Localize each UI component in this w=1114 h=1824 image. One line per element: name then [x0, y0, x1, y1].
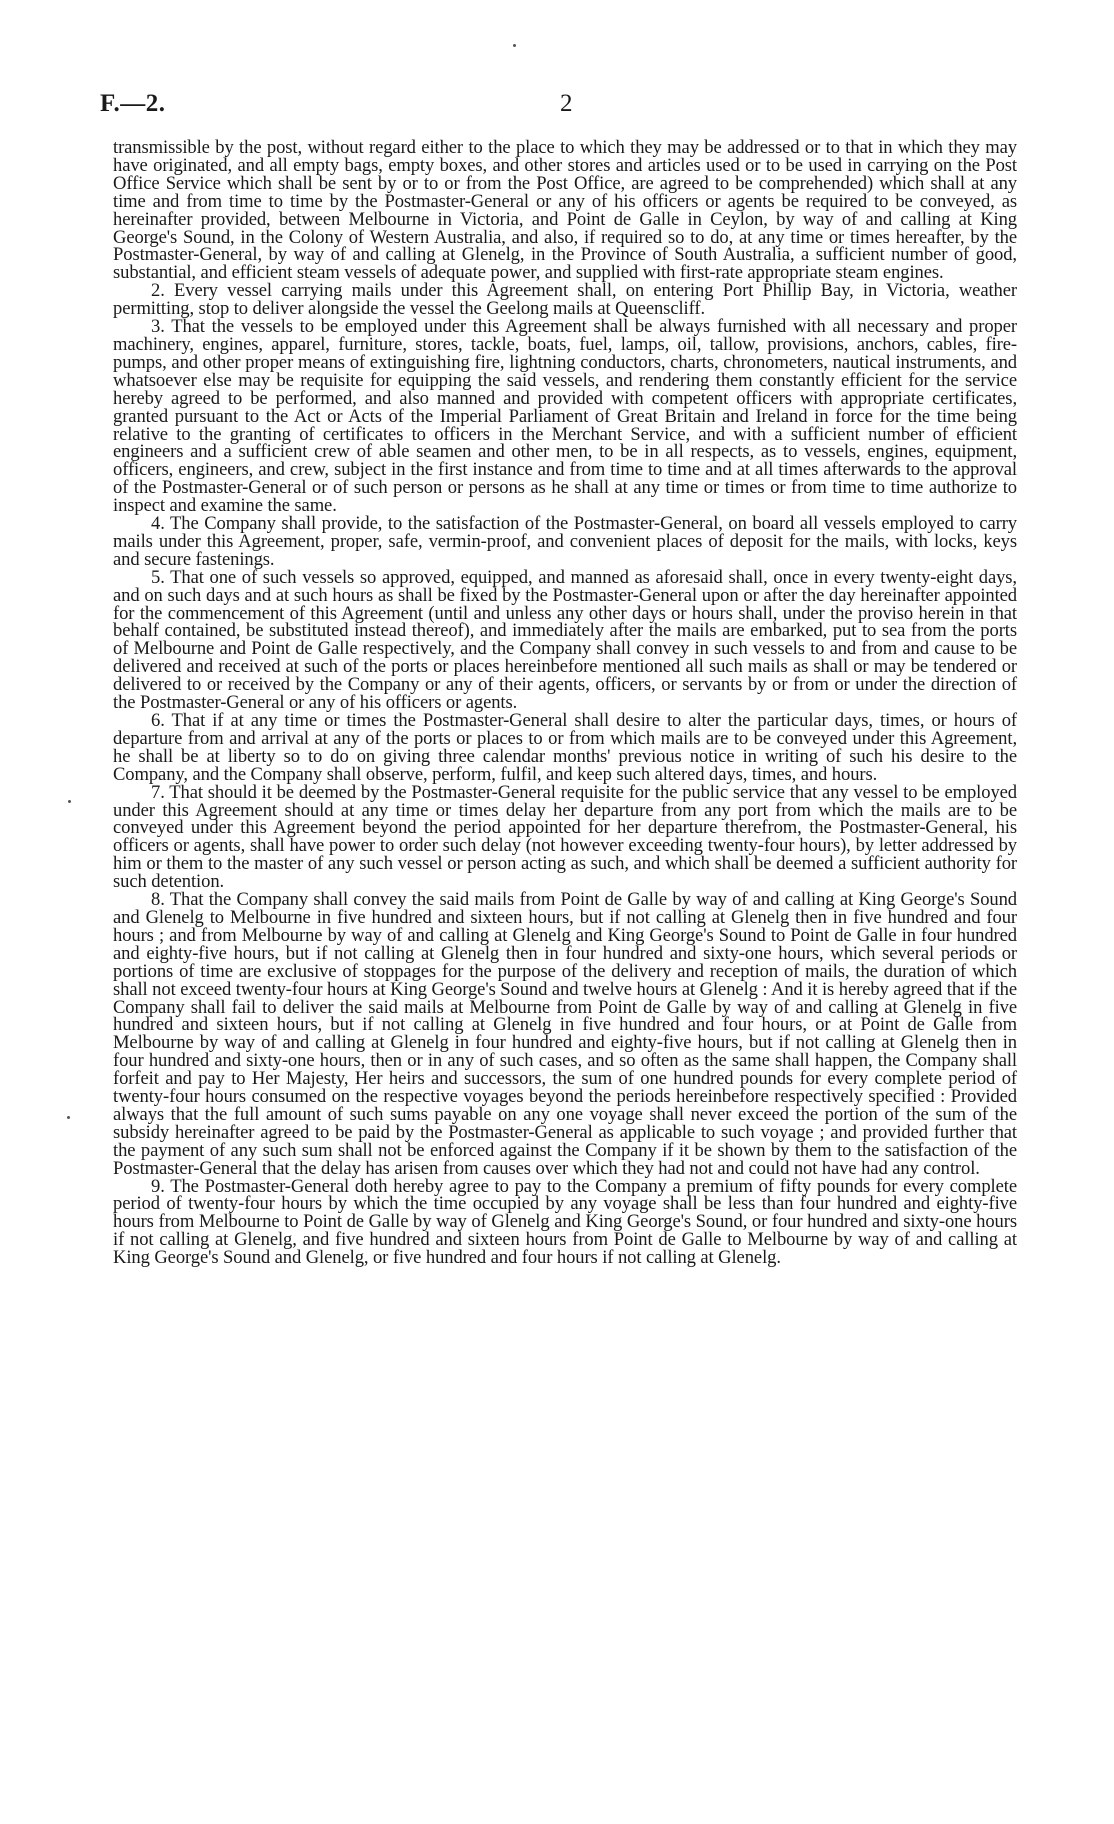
page-number: 2: [560, 90, 573, 117]
speck-mark: [67, 1116, 70, 1119]
clause-4: 4. The Company shall provide, to the satisfaction of the Postmaster-General, on board all vessels employed to carry mails under this Agreement, proper, safe, vermin-proof, and convenient places of deposit for the mails, with locks, keys and secure fastenings.: [113, 513, 1017, 570]
clause-8: 8. That the Company shall convey the said mails from Point de Galle by way of and calling at King George's Sound and Glenelg to Melbourne in five hundred and sixteen hours, but if not calling at Glenelg then in five hundred and four hours ; and from Melbourne by way of and calling at Glenelg and King George's Sound to Point de Galle in four hundred and eighty-five hours, but if not calling at Glenelg then in four hundred and sixty-one hours, which several periods or portions of time are exclusive of stoppages for the purpose of the delivery and reception of mails, the duration of which shall not exceed twenty-four hours at King George's Sound and twelve hours at Glenelg : And it is hereby agreed that if the Company shall fail to deliver the said mails at Melbourne from Point de Galle by way of and calling at Glenelg in five hundred and sixteen hours, but if not calling at Glenelg in five hundred and four hours, or at Point de Galle from Melbourne by way of and calling at Glenelg in four hundred and eighty-five hours, but if not calling at Glenelg then in four hundred and sixty-one hours, then or in any of such cases, and so often as the same shall happen, the Company shall forfeit and pay to Her Majesty, Her heirs and successors, the sum of one hundred pounds for every complete period of twenty-four hours consumed on the respective voyages beyond the periods hereinbefore respectively specified : Provided always that the full amount of such sums payable on any one voyage shall never exceed the portion of the sum of the subsidy hereinafter agreed to be paid by the Postmaster-General as applicable to such voyage ; and provided further that the payment of any such sum shall not be enforced against the Company if it be shown by them to the satisfaction of the Postmaster-General that the delay has arisen from causes over which they had not and could not have had any control.: [113, 889, 1017, 1179]
speck-mark: [68, 800, 71, 803]
speck-mark: [513, 44, 516, 47]
clause-7: 7. That should it be deemed by the Postmaster-General requisite for the public service that any vessel to be employed under this Agreement should at any time or times delay her departure from any port from which the mails are to be conveyed under this Agreement beyond the period appointed for her departure therefrom, the Postmaster-General, his officers or agents, shall have power to order such delay (not however exceeding twenty-four hours), by letter addressed by him or them to the master of any such vessel or person acting as such, and which shall be deemed a sufficient authority for such detention.: [113, 781, 1017, 893]
clause-5: 5. That one of such vessels so approved, equipped, and manned as aforesaid shall, once in every twenty-eight days, and on such days and at such hours as shall be fixed by the Postmaster-General upon or after the day hereinafter appointed for the commencement of this Agreement (until and unless any other days or hours shall, under the proviso herein in that behalf contained, be substituted instead thereof), and immediately after the mails are embarked, put to sea from the ports of Melbourne and Point de Galle respectively, and the Company shall convey in such vessels to and from and cause to be delivered and received at such of the ports or places hereinbefore mentioned all such mails as shall or may be tendered or delivered to or received by the Company or any of their agents, officers, or servants by or from or under the direction of the Postmaster-General or any of his officers or agents.: [113, 566, 1017, 714]
clause-3: 3. That the vessels to be employed under this Agreement shall be always furnished with all necessary and proper machinery, engines, apparel, furniture, stores, tackle, boats, fuel, lamps, oil, tallow, provisions, anchors, cables, fire-pumps, and other proper means of extinguishing fire, lightning conductors, charts, chronometers, nautical instruments, and whatsoever else may be requisite for equipping the said vessels, and rendering them constantly efficient for the service hereby agreed to be performed, and also manned and provided with competent officers with appropriate certificates, granted pursuant to the Act or Acts of the Imperial Parliament of Great Britain and Ireland in force for the time being relative to the granting of certificates to officers in the Merchant Service, and with a sufficient number of efficient engineers and a sufficient crew of able seamen and other men, to be in all respects, as to vessels, engines, equipment, officers, engineers, and crew, subject in the first instance and from time to time and at all times afterwards to the approval of the Postmaster-General or of such person or persons as he shall at any time or times or from time to time authorize to inspect and examine the same.: [113, 316, 1017, 517]
clause-2: 2. Every vessel carrying mails under this Agreement shall, on entering Port Phillip Bay, in Victoria, weather permitting, stop to deliver alongside the vessel the Geelong mails at Queenscliff.: [113, 280, 1017, 320]
clause-9: 9. The Postmaster-General doth hereby agree to pay to the Company a premium of fifty pounds for every complete period of twenty-four hours by which the time occupied by any voyage shall be less than four hundred and eighty-five hours from Melbourne to Point de Galle by way of Glenelg and King George's Sound, or four hundred and sixty-one hours if not calling at Glenelg, and five hundred and sixteen hours from Point de Galle to Melbourne by way of and calling at King George's Sound and Glenelg, or five hundred and four hours if not calling at Glenelg.: [113, 1175, 1017, 1269]
clause-6: 6. That if at any time or times the Postmaster-General shall desire to alter the particular days, times, or hours of departure from and arrival at any of the ports or places to or from which mails are to be conveyed under this Agreement, he shall be at liberty so to do on giving three calendar months' previous notice in writing of such his desire to the Company, and the Company shall observe, perform, fulfil, and keep such altered days, times, and hours.: [113, 710, 1017, 785]
paragraph-continued: transmissible by the post, without regard either to the place to which they may be addressed or to that in which they may have originated, and all empty bags, empty boxes, and other stores and articles used or to be used in carrying on the Post Office Service which shall be sent by or to or from the Post Office, are agreed to be comprehended) which shall at any time and from time to time by the Postmaster-General or any of his officers or agents be required to be conveyed, as hereinafter provided, between Melbourne in Victoria, and Point de Galle in Ceylon, by way of and calling at King George's Sound, in the Colony of Western Australia, and also, if required so to do, at any time or times hereafter, by the Postmaster-General, by way of and calling at Glenelg, in the Province of South Australia, a sufficient number of good, substantial, and efficient steam vessels of adequate power, and supplied with first-rate appropriate steam engines.: [113, 137, 1017, 284]
document-reference: F.—2.: [100, 90, 166, 117]
page-header: [100, 90, 1020, 124]
body-text: [113, 139, 1017, 1267]
